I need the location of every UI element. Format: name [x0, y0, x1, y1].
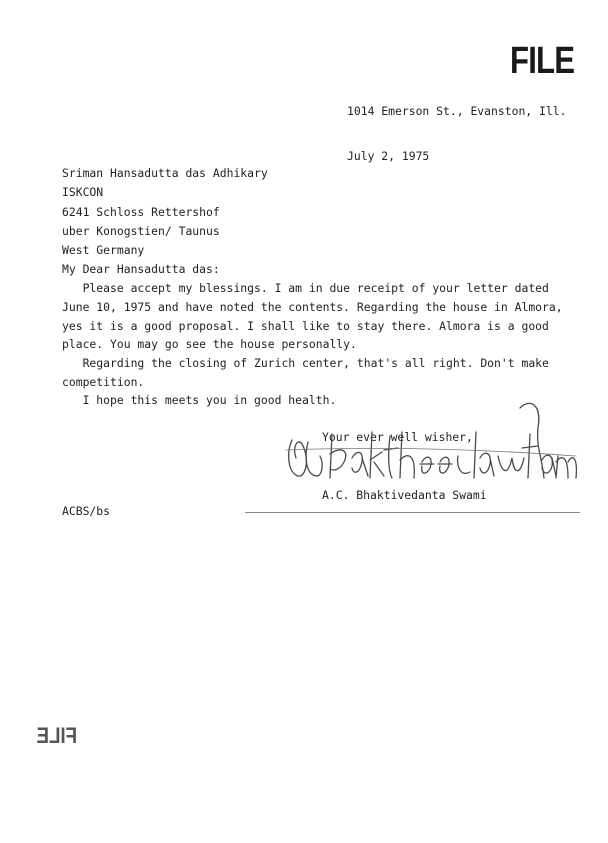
sender-address: 1014 Emerson St., Evanston, Ill.: [347, 104, 567, 118]
body-line: Please accept my blessings. I am in due receipt of your letter dated: [62, 281, 549, 295]
recipient-line: 6241 Schloss Rettershof: [62, 205, 220, 219]
salutation: My Dear Hansadutta das:: [62, 262, 220, 276]
closing: Your ever well wisher,: [322, 430, 473, 444]
recipient-line: ISKCON: [62, 185, 104, 199]
signature-underline: [245, 512, 580, 513]
recipient-line: Sriman Hansadutta das Adhikary: [62, 166, 268, 180]
body-line: yes it is a good proposal. I shall like to stay there. Almora is a good: [62, 319, 549, 333]
body-line: I hope this meets you in good health.: [62, 393, 337, 407]
recipient-line: uber Konogstien/ Taunus: [62, 224, 220, 238]
signer-name: A.C. Bhaktivedanta Swami: [322, 488, 487, 502]
body-line: June 10, 1975 and have noted the contents. Regarding the house in Almora,: [62, 300, 563, 314]
reference-initials: ACBS/bs: [62, 504, 111, 518]
letter-date: July 2, 1975: [347, 149, 430, 163]
file-stamp: FILE: [510, 40, 575, 82]
mirrored-file-stamp: FILE: [36, 723, 78, 748]
body-line: competition.: [62, 375, 145, 389]
body-line: place. You may go see the house personally.: [62, 337, 357, 351]
recipient-line: West Germany: [62, 243, 145, 257]
body-line: Regarding the closing of Zurich center, that's all right. Don't make: [62, 356, 549, 370]
